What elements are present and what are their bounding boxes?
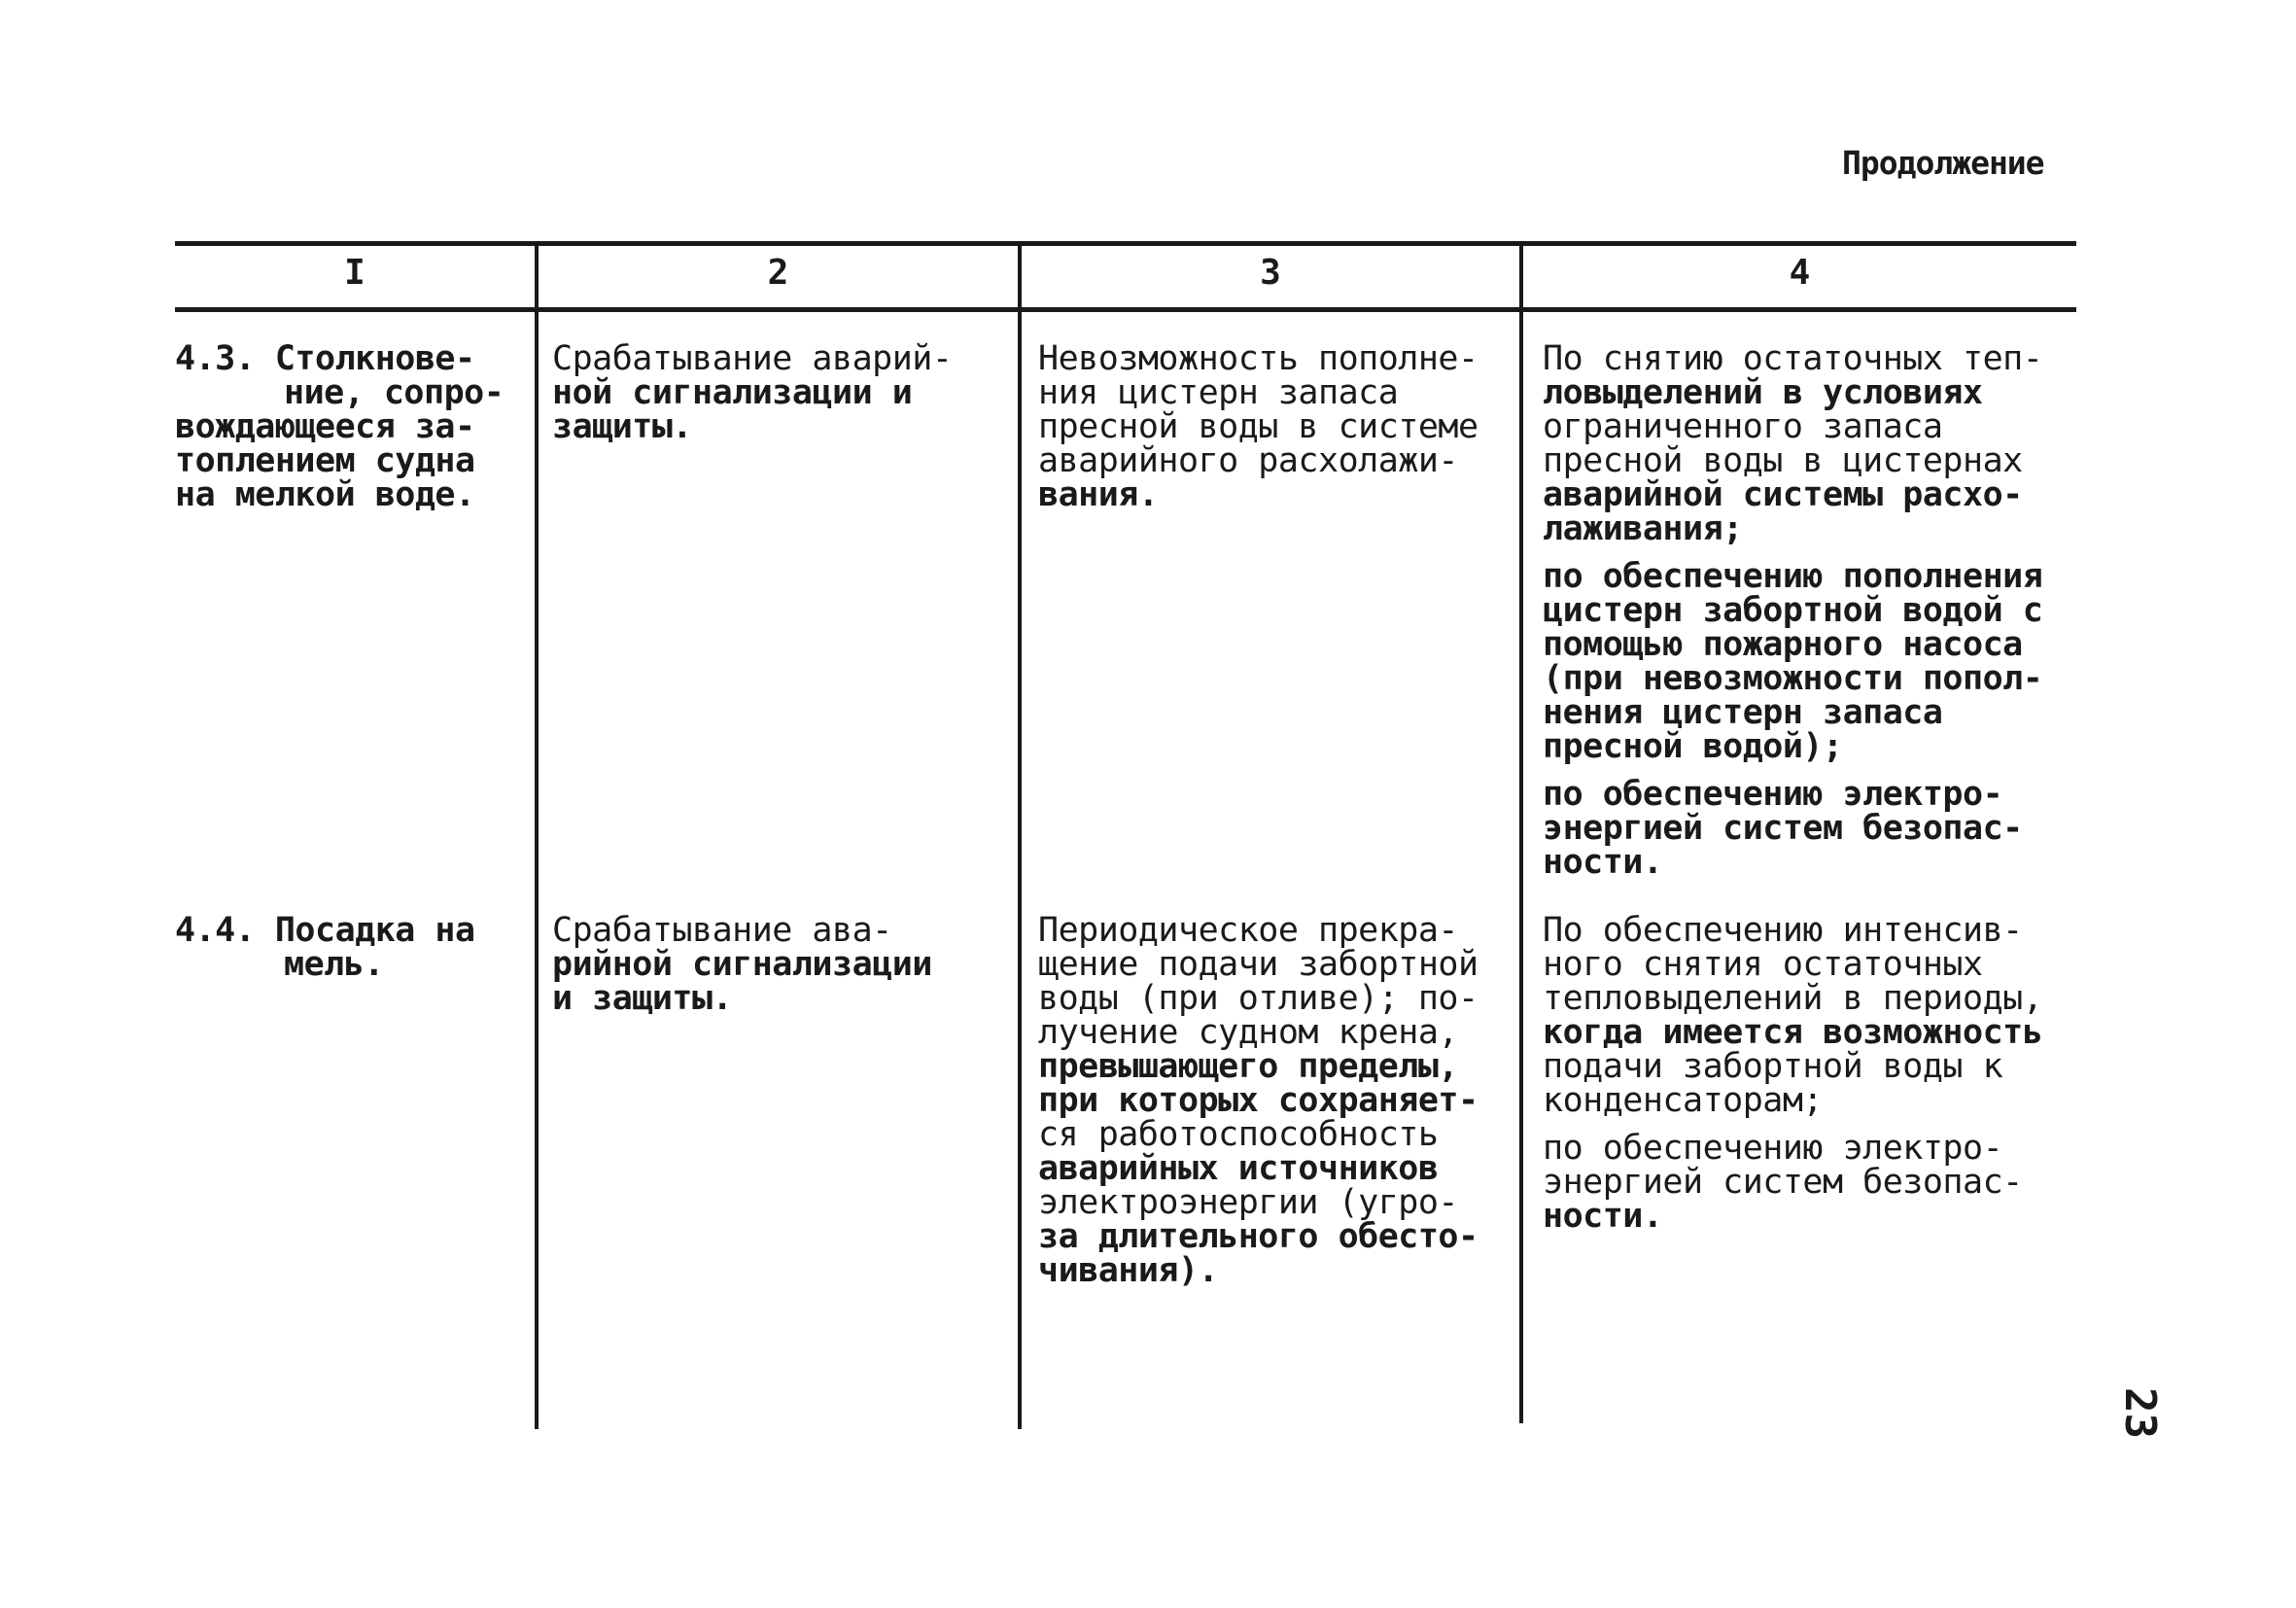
action-paragraph bbox=[1543, 911, 2072, 1120]
text-line: пресной воды в системе bbox=[1038, 407, 1478, 446]
column-number-4: 4 bbox=[1789, 253, 1811, 293]
action-paragraph bbox=[1543, 775, 2072, 882]
text-line: 4.4. Посадка на bbox=[175, 911, 475, 950]
text-line: 4.3. Столкнове- bbox=[175, 339, 475, 378]
text-line: воды (при отливе); по- bbox=[1038, 979, 1478, 1018]
text-line: рийной сигнализации bbox=[552, 945, 932, 984]
column-number-3: 3 bbox=[1260, 253, 1281, 293]
text-line: пресной воды в цистернах bbox=[1543, 441, 2023, 480]
text-line: топлением судна bbox=[175, 441, 475, 480]
column-divider-1 bbox=[535, 245, 539, 1429]
text-line: ного снятия остаточных bbox=[1543, 945, 1983, 984]
text-line: за длительного обесто- bbox=[1038, 1217, 1478, 1256]
text-line: ной сигнализации и bbox=[552, 373, 913, 412]
text-line: ся работоспособность bbox=[1038, 1115, 1439, 1154]
text-line: Периодическое прекра- bbox=[1038, 911, 1459, 950]
text-line: подачи забортной воды к bbox=[1543, 1047, 2003, 1086]
text-line: помощью пожарного насоса bbox=[1543, 625, 2023, 664]
column-divider-2 bbox=[1018, 245, 1022, 1429]
action-paragraph bbox=[1543, 557, 2072, 766]
continuation-label: Продолжение bbox=[1842, 144, 2044, 182]
table-top-rule bbox=[175, 241, 2076, 246]
table-header-rule bbox=[175, 307, 2076, 312]
column-number-1: I bbox=[344, 253, 365, 293]
text-line: по обеспечению электро- bbox=[1543, 775, 2003, 814]
text-line: защиты. bbox=[552, 407, 693, 446]
text-line: ния цистерн запаса bbox=[1038, 373, 1399, 412]
text-line: По обеспечению интенсив- bbox=[1543, 911, 2023, 950]
text-line: электроэнергии (угро- bbox=[1038, 1183, 1459, 1222]
text-line: Невозможность пополне- bbox=[1038, 339, 1478, 378]
text-line: мель. bbox=[284, 945, 384, 984]
text-line: когда имеется возможность bbox=[1543, 1013, 2043, 1052]
action-paragraph bbox=[1543, 339, 2072, 548]
text-line: вождающееся за- bbox=[175, 407, 475, 446]
text-line: ловыделений в условиях bbox=[1543, 373, 1983, 412]
text-line: чивания). bbox=[1038, 1251, 1219, 1290]
text-line: Срабатывание аварий- bbox=[552, 339, 953, 378]
text-line: на мелкой воде. bbox=[175, 475, 475, 514]
text-line: ности. bbox=[1543, 1197, 1663, 1236]
text-line: и защиты. bbox=[552, 979, 733, 1018]
row-4-4-indication bbox=[552, 911, 999, 1018]
text-line: аварийной системы расхо- bbox=[1543, 475, 2023, 514]
text-line: по обеспечению пополнения bbox=[1543, 557, 2043, 596]
text-line: энергией систем безопас- bbox=[1543, 1163, 2023, 1202]
text-line: (при невозможности попол- bbox=[1543, 659, 2043, 698]
text-line: По снятию остаточных теп- bbox=[1543, 339, 2043, 378]
row-4-3-indication bbox=[552, 339, 999, 446]
text-line: лучение судном крена, bbox=[1038, 1013, 1459, 1052]
text-line: Срабатывание ава- bbox=[552, 911, 892, 950]
text-line: при которых сохраняет- bbox=[1038, 1081, 1478, 1120]
text-line: цистерн забортной водой с bbox=[1543, 591, 2043, 630]
text-line: ние, сопро- bbox=[284, 373, 504, 412]
column-divider-3 bbox=[1519, 245, 1523, 1423]
text-line: ности. bbox=[1543, 843, 1663, 882]
text-line: превышающего пределы, bbox=[1038, 1047, 1459, 1086]
action-paragraph bbox=[1543, 1129, 2072, 1236]
text-line: конденсаторам; bbox=[1543, 1081, 1824, 1120]
text-line: щение подачи забортной bbox=[1038, 945, 1478, 984]
text-line: по обеспечению электро- bbox=[1543, 1129, 2003, 1168]
text-line: энергией систем безопас- bbox=[1543, 809, 2023, 848]
row-4-3-consequence bbox=[1038, 339, 1505, 514]
text-line: аварийных источников bbox=[1038, 1149, 1439, 1188]
row-4-3-situation bbox=[175, 339, 515, 514]
row-4-4-actions bbox=[1543, 911, 2072, 1247]
text-line: пресной водой); bbox=[1543, 727, 1843, 766]
text-line: вания. bbox=[1038, 475, 1159, 514]
row-4-3-actions bbox=[1543, 339, 2072, 893]
row-4-4-situation bbox=[175, 911, 515, 984]
column-number-2: 2 bbox=[767, 253, 789, 293]
text-line: аварийного расхолажи- bbox=[1038, 441, 1459, 480]
text-line: нения цистерн запаса bbox=[1543, 693, 1943, 732]
text-line: ограниченного запаса bbox=[1543, 407, 1943, 446]
row-4-4-consequence bbox=[1038, 911, 1505, 1290]
page-number: 23 bbox=[2114, 1387, 2165, 1439]
text-line: тепловыделений в периоды, bbox=[1543, 979, 2043, 1018]
text-line: лаживания; bbox=[1543, 509, 1743, 548]
